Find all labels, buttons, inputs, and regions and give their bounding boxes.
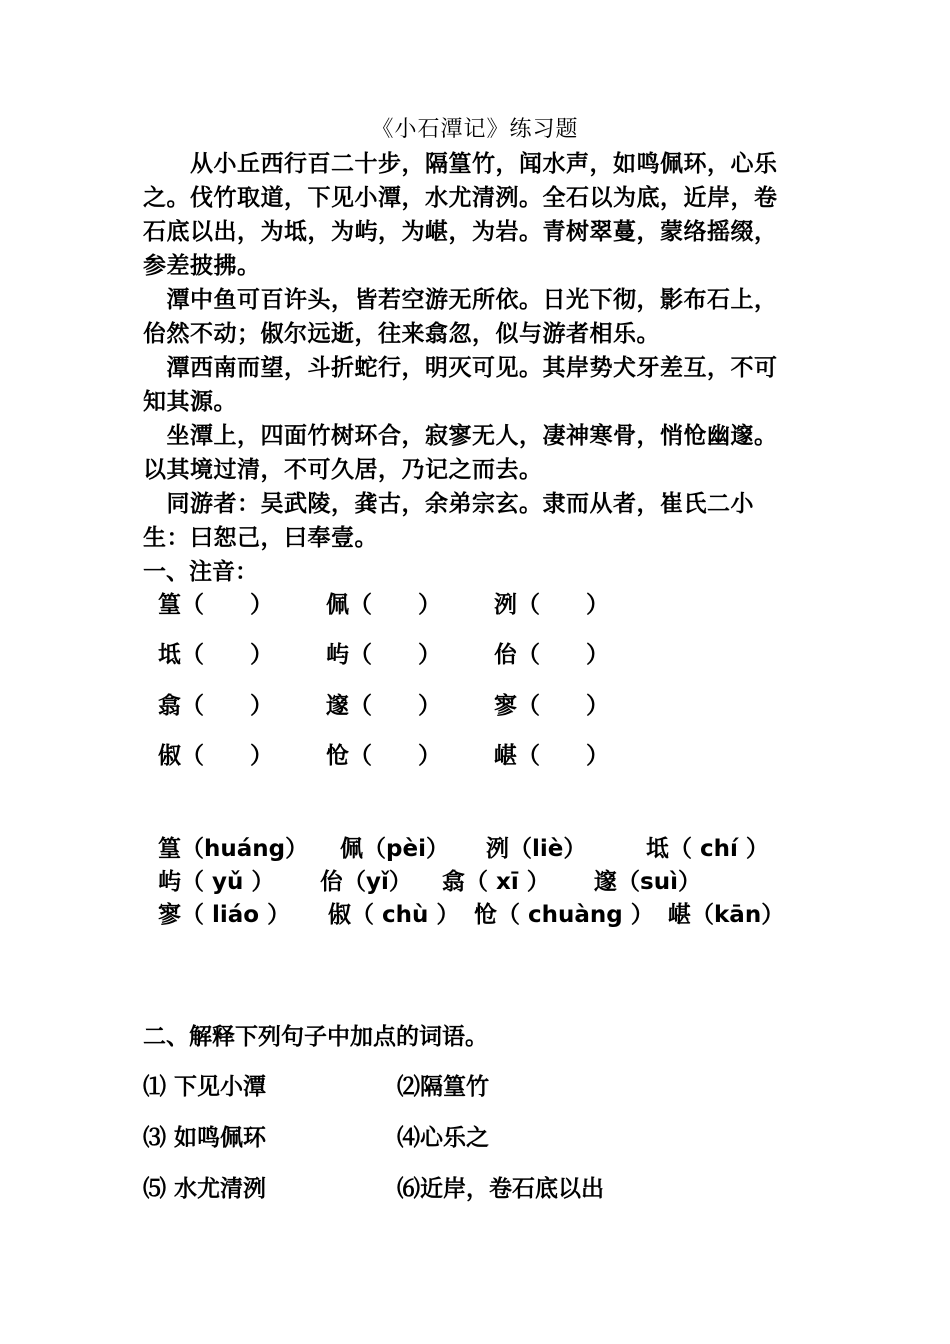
phonetic-answer: 寥（ liáo ） (158, 902, 291, 928)
phonetic-question: 怆（ ） (326, 743, 441, 769)
phonetic-question: 寥（ ） (494, 693, 609, 719)
phonetic-question: 嵁（ ） (494, 743, 609, 769)
vocab-item: ⑹近岸，卷石底以出 (397, 1176, 604, 1202)
vocab-item: ⑸ 水尤清洌 (143, 1176, 267, 1202)
passage-paragraph-4: 坐潭上，四面竹树环合，寂寥无人，凄神寒骨，悄怆幽邃。以其境过清，不可久居，乃记之而去。 (143, 423, 778, 483)
phonetic-question: 俶（ ） (158, 743, 273, 769)
phonetic-answer: 坻（ chí ） (646, 836, 769, 862)
phonetic-question: 佁（ ） (494, 642, 609, 668)
passage-paragraph-2: 潭中鱼可百许头，皆若空游无所依。日光下彻，影布石上，佁然不动；俶尔远逝，往来翕忽，似与游者相乐。 (143, 287, 778, 347)
phonetic-answer: 邃（suì） (594, 869, 701, 895)
passage-paragraph-5: 同游者：吴武陵，龚古，余弟宗玄。隶而从者，崔氏二小生：曰恕己，曰奉壹。 (143, 491, 754, 551)
phonetic-question: 翕（ ） (158, 693, 273, 719)
phonetic-answer: 洌（liè） (486, 836, 587, 862)
page-title: 《小石潭记》练习题 (371, 117, 579, 142)
phonetic-question: 佩（ ） (326, 592, 441, 618)
phonetic-answer: 嵁（kān） (668, 902, 785, 928)
vocab-item: ⑷心乐之 (397, 1125, 489, 1151)
phonetic-answer: 佩（pèi） (340, 836, 449, 862)
phonetic-question: 屿（ ） (326, 642, 441, 668)
phonetic-answer: 俶（ chù ） (328, 902, 460, 928)
section2-heading: 二、解释下列句子中加点的词语。 (143, 1024, 488, 1050)
phonetic-answer: 篁（huáng） (158, 836, 309, 862)
passage-paragraph-1: 从小丘西行百二十步，隔篁竹，闻水声，如鸣佩环，心乐之。伐竹取道，下见小潭，水尤清洌。全石以为底，近岸，卷石底以出，为坻，为屿，为嵁，为岩。青树翠蔓，蒙络摇缀，参差披拂。 (143, 151, 778, 279)
vocab-item: ⑵隔篁竹 (397, 1074, 489, 1100)
phonetic-answer: 怆（ chuàng ） (474, 902, 654, 928)
phonetic-question: 篁（ ） (158, 592, 273, 618)
phonetic-answer: 屿（ yǔ ） (158, 869, 275, 895)
passage-paragraph-3: 潭西南而望，斗折蛇行，明灭可见。其岸势犬牙差互，不可知其源。 (143, 355, 778, 415)
vocab-item: ⑴ 下见小潭 (143, 1074, 267, 1100)
phonetic-question: 坻（ ） (158, 642, 273, 668)
phonetic-question: 洌（ ） (494, 592, 609, 618)
phonetic-answer: 翕（ xī ） (442, 869, 550, 895)
section1-heading: 一、注音： (143, 559, 258, 585)
phonetic-answer: 佁（yǐ） (320, 869, 412, 895)
vocab-item: ⑶ 如鸣佩环 (143, 1125, 267, 1151)
phonetic-question: 邃（ ） (326, 693, 441, 719)
